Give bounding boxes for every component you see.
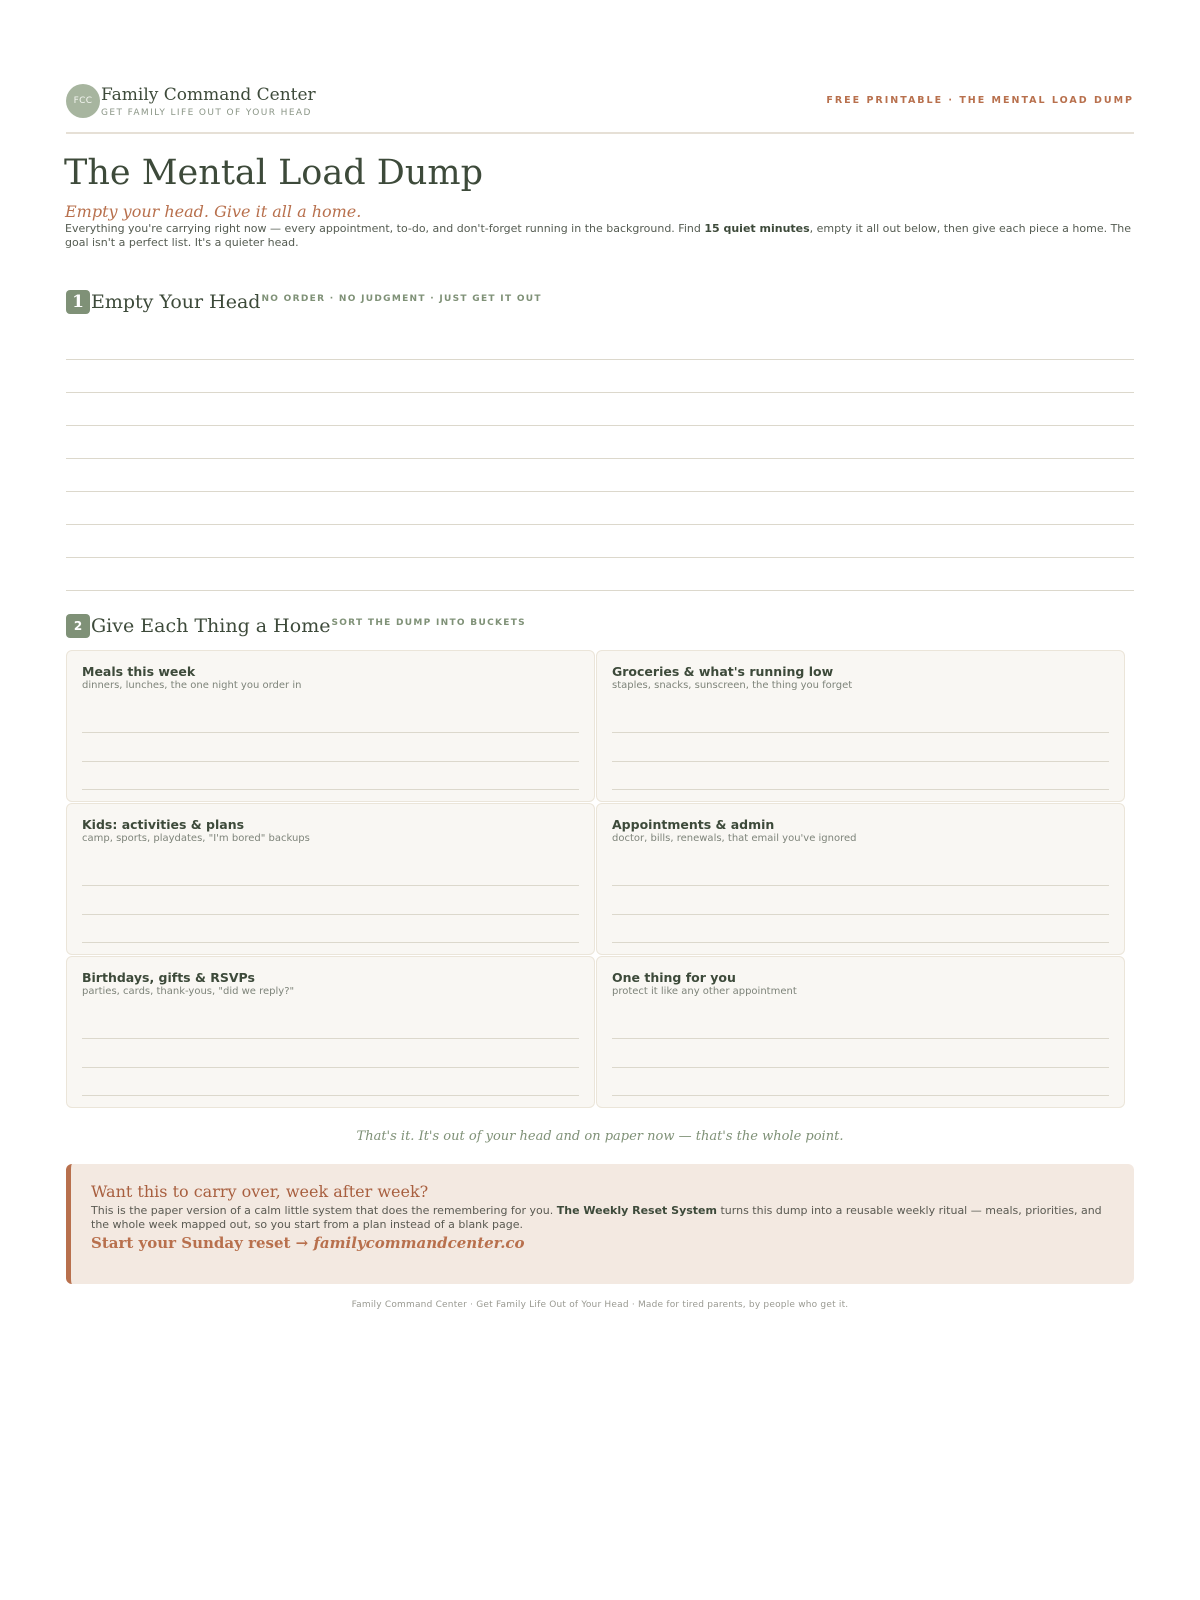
bucket-meals [66, 650, 595, 802]
dump-line[interactable] [66, 359, 1134, 360]
bucket-appointments [596, 803, 1125, 955]
bucket-hint: protect it like any other appointment [612, 986, 797, 997]
section-2-heading [66, 614, 526, 638]
bucket-hint: dinners, lunches, the one night you order in [82, 680, 302, 691]
bucket-hint: staples, snacks, sunscreen, the thing you forget [612, 680, 853, 691]
section-2-note: SORT THE DUMP INTO BUCKETS [331, 618, 526, 628]
bucket-write-line[interactable] [612, 789, 1109, 790]
intro-text-end: , empty it all out below, then give each piece a home. The goal isn't a perfect list. It's a quieter head. [65, 222, 1132, 249]
cta-link-url: familycommandcenter.co [313, 1234, 525, 1252]
bucket-write-line[interactable] [612, 885, 1109, 886]
bucket-write-line[interactable] [82, 1067, 579, 1068]
bucket-write-line[interactable] [612, 914, 1109, 915]
section-2-title: Give Each Thing a Home [91, 615, 331, 637]
closing-note: That's it. It's out of your head and on paper now — that's the whole point. [356, 1129, 844, 1144]
bucket-title: Groceries & what's running low [612, 664, 834, 679]
intro-text-start: Everything you're carrying right now — every appointment, to-do, and don't-forget running in the background. Find [65, 222, 705, 235]
cta-title: Want this to carry over, week after week? [91, 1182, 429, 1201]
bucket-write-line[interactable] [82, 942, 579, 943]
bucket-hint: parties, cards, thank-yous, "did we reply?" [82, 986, 295, 997]
bucket-title: Birthdays, gifts & RSVPs [82, 970, 255, 985]
brand-logo: FCC [66, 84, 100, 118]
dump-line[interactable] [66, 392, 1134, 393]
page-title: The Mental Load Dump [64, 153, 483, 193]
bucket-write-line[interactable] [612, 942, 1109, 943]
bucket-write-line[interactable] [612, 761, 1109, 762]
brand-text [101, 85, 316, 118]
bucket-title: Meals this week [82, 664, 196, 679]
cta-body-start: This is the paper version of a calm little system that does the remembering for you. [91, 1204, 557, 1217]
bucket-write-line[interactable] [82, 914, 579, 915]
brand [66, 84, 316, 118]
bucket-write-line[interactable] [612, 1067, 1109, 1068]
bucket-title: One thing for you [612, 970, 736, 985]
bucket-write-line[interactable] [82, 761, 579, 762]
dump-line[interactable] [66, 524, 1134, 525]
bucket-for-you [596, 956, 1125, 1108]
bucket-grid [66, 650, 1126, 1109]
header-divider [66, 132, 1134, 134]
bucket-title: Appointments & admin [612, 817, 775, 832]
dump-line[interactable] [66, 491, 1134, 492]
bucket-write-line[interactable] [82, 1038, 579, 1039]
cta-link[interactable] [91, 1234, 525, 1252]
page-footer: Family Command Center · Get Family Life Out of Your Head · Made for tired parents, by people who get it. [351, 1300, 849, 1310]
bucket-birthdays [66, 956, 595, 1108]
bucket-write-line[interactable] [612, 1038, 1109, 1039]
dump-line[interactable] [66, 425, 1134, 426]
cta-link-label: Start your Sunday reset → [91, 1234, 309, 1252]
bucket-hint: doctor, bills, renewals, that email you've ignored [612, 833, 857, 844]
header-kicker: FREE PRINTABLE · THE MENTAL LOAD DUMP [826, 95, 1134, 106]
section-1-heading [66, 290, 542, 314]
intro-text-bold: 15 quiet minutes [704, 222, 810, 235]
page-subtitle: Empty your head. Give it all a home. [65, 202, 362, 221]
dump-line[interactable] [66, 557, 1134, 558]
cta-body-bold: The Weekly Reset System [556, 1204, 717, 1217]
bucket-title: Kids: activities & plans [82, 817, 245, 832]
bucket-hint: camp, sports, playdates, "I'm bored" backups [82, 833, 310, 844]
brand-name: Family Command Center [101, 84, 316, 105]
intro-text [65, 222, 1145, 250]
bucket-kids [66, 803, 595, 955]
bucket-write-line[interactable] [82, 732, 579, 733]
bucket-groceries [596, 650, 1125, 802]
dump-line[interactable] [66, 590, 1134, 591]
bucket-write-line[interactable] [612, 1095, 1109, 1096]
section-1-note: NO ORDER · NO JUDGMENT · JUST GET IT OUT [261, 294, 542, 304]
cta-body [91, 1204, 1121, 1232]
cta-box [66, 1164, 1134, 1284]
cta-body-end: turns this dump into a reusable weekly ritual — meals, priorities, and the whole week mapped out, so you start from a plan instead of a blank page. [91, 1204, 1102, 1231]
bucket-write-line[interactable] [82, 789, 579, 790]
bucket-write-line[interactable] [612, 732, 1109, 733]
brand-tagline: GET FAMILY LIFE OUT OF YOUR HEAD [101, 107, 312, 118]
section-1-number: 1 [66, 290, 90, 314]
section-2-number: 2 [66, 614, 90, 638]
bucket-write-line[interactable] [82, 885, 579, 886]
section-1-title: Empty Your Head [91, 291, 261, 313]
dump-line[interactable] [66, 458, 1134, 459]
bucket-write-line[interactable] [82, 1095, 579, 1096]
